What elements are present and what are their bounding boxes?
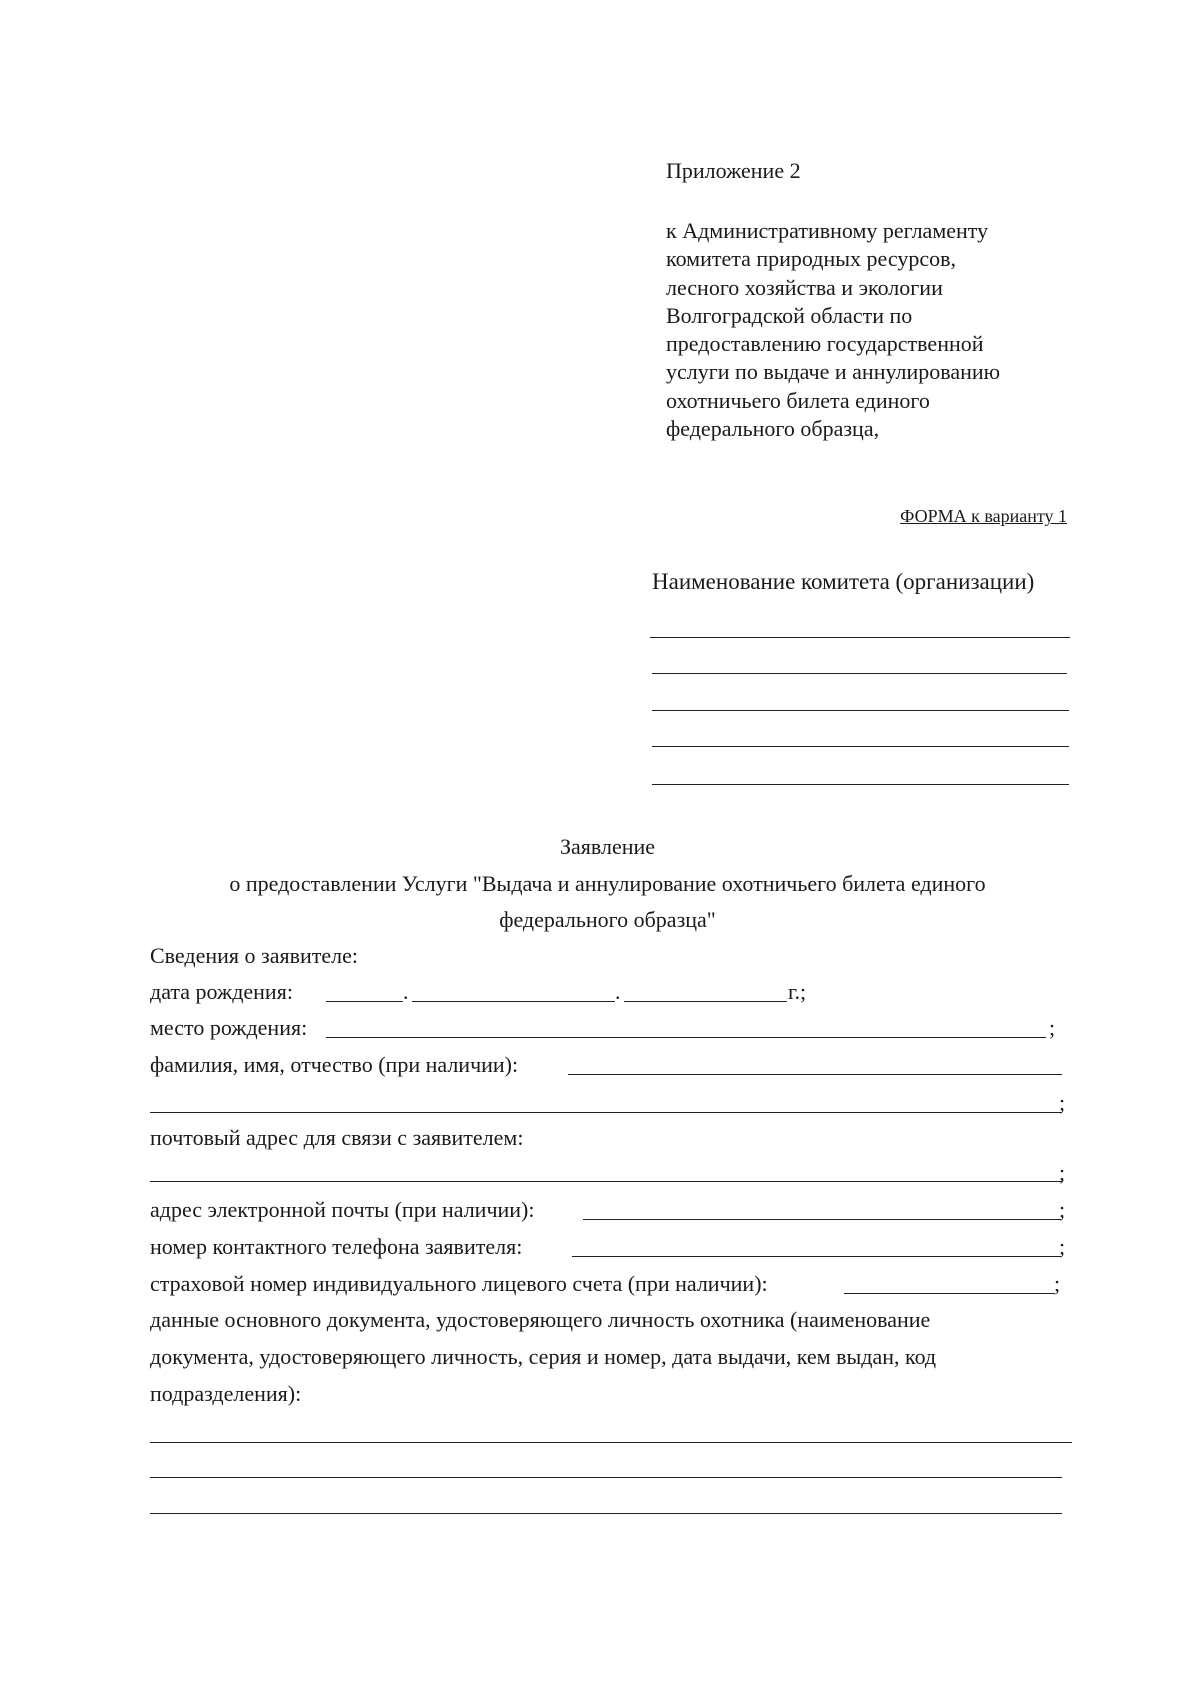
postal-address-label: почтовый адрес для связи с заявителем: bbox=[150, 1125, 524, 1150]
form-variant-label: ФОРМА к варианту 1 bbox=[900, 506, 1067, 526]
identity-document-field-line-1[interactable] bbox=[150, 1442, 1072, 1443]
phone-label: номер контактного телефона заявителя: bbox=[150, 1234, 523, 1259]
identity-document-label-line-2: документа, удостоверяющего личность, серия и номер, дата выдачи, кем выдан, код bbox=[150, 1344, 937, 1369]
appendix-title: Приложение 2 bbox=[666, 158, 801, 183]
statement-subtitle-line-1: о предоставлении Услуги "Выдача и аннулирование охотничьего билета единого bbox=[229, 871, 986, 896]
line-end-semicolon: ; bbox=[1059, 1160, 1066, 1185]
full-name-label: фамилия, имя, отчество (при наличии): bbox=[150, 1052, 519, 1077]
appendix-reference bbox=[666, 217, 1106, 443]
organization-name-field-line-4[interactable] bbox=[652, 746, 1069, 747]
full-name-field-line-1[interactable] bbox=[568, 1074, 1062, 1075]
birth-month-field[interactable] bbox=[412, 1001, 615, 1002]
line-end-semicolon: ; bbox=[1059, 1234, 1066, 1259]
appendix-line: предоставлению государственной bbox=[666, 331, 984, 357]
birth-year-field[interactable] bbox=[624, 1001, 787, 1002]
line-end-semicolon: ; bbox=[1054, 1271, 1061, 1296]
line-end-semicolon: ; bbox=[1059, 1090, 1066, 1115]
organization-name-field-line-5[interactable] bbox=[652, 784, 1069, 785]
organization-name-field-line-1[interactable] bbox=[650, 637, 1070, 638]
line-end-semicolon: ; bbox=[1059, 1197, 1066, 1222]
snils-label: страховой номер индивидуального лицевого счета (при наличии): bbox=[150, 1271, 768, 1296]
snils-field[interactable] bbox=[844, 1293, 1055, 1294]
birth-year-suffix: г.; bbox=[788, 979, 807, 1004]
email-label: адрес электронной почты (при наличии): bbox=[150, 1197, 535, 1222]
organization-name-label: Наименование комитета (организации) bbox=[652, 569, 1035, 594]
identity-document-label-line-3: подразделения): bbox=[150, 1381, 302, 1406]
statement-title: Заявление bbox=[559, 834, 656, 859]
statement-subtitle-line-2: федерального образца" bbox=[499, 907, 716, 932]
full-name-field-line-2[interactable] bbox=[150, 1112, 1062, 1113]
phone-field[interactable] bbox=[572, 1256, 1061, 1257]
identity-document-field-line-3[interactable] bbox=[150, 1513, 1062, 1514]
identity-document-field-line-2[interactable] bbox=[150, 1477, 1062, 1478]
appendix-line: охотничьего билета единого bbox=[666, 387, 930, 413]
identity-document-label-line-1: данные основного документа, удостоверяющего личность охотника (наименование bbox=[150, 1307, 931, 1332]
appendix-line: комитета природных ресурсов, bbox=[666, 246, 956, 272]
birth-date-separator: . bbox=[615, 979, 621, 1004]
organization-name-field-line-2[interactable] bbox=[652, 673, 1067, 674]
postal-address-field[interactable] bbox=[150, 1181, 1062, 1182]
appendix-line: к Административному регламенту bbox=[666, 218, 989, 243]
appendix-line: лесного хозяйства и экологии bbox=[666, 274, 943, 300]
organization-name-field-line-3[interactable] bbox=[652, 710, 1069, 711]
birth-place-field[interactable] bbox=[326, 1037, 1046, 1038]
birth-day-field[interactable] bbox=[326, 1001, 403, 1002]
line-end-semicolon: ; bbox=[1049, 1015, 1056, 1040]
appendix-line: услуги по выдаче и аннулированию bbox=[666, 359, 1001, 385]
appendix-line: Волгоградской области по bbox=[666, 302, 913, 328]
applicant-info-heading: Сведения о заявителе: bbox=[150, 943, 359, 968]
birth-date-separator: . bbox=[403, 979, 409, 1004]
email-field[interactable] bbox=[583, 1219, 1061, 1220]
birth-date-label: дата рождения: bbox=[150, 979, 293, 1004]
birth-place-label: место рождения: bbox=[150, 1015, 308, 1040]
appendix-line: федерального образца, bbox=[666, 416, 880, 442]
